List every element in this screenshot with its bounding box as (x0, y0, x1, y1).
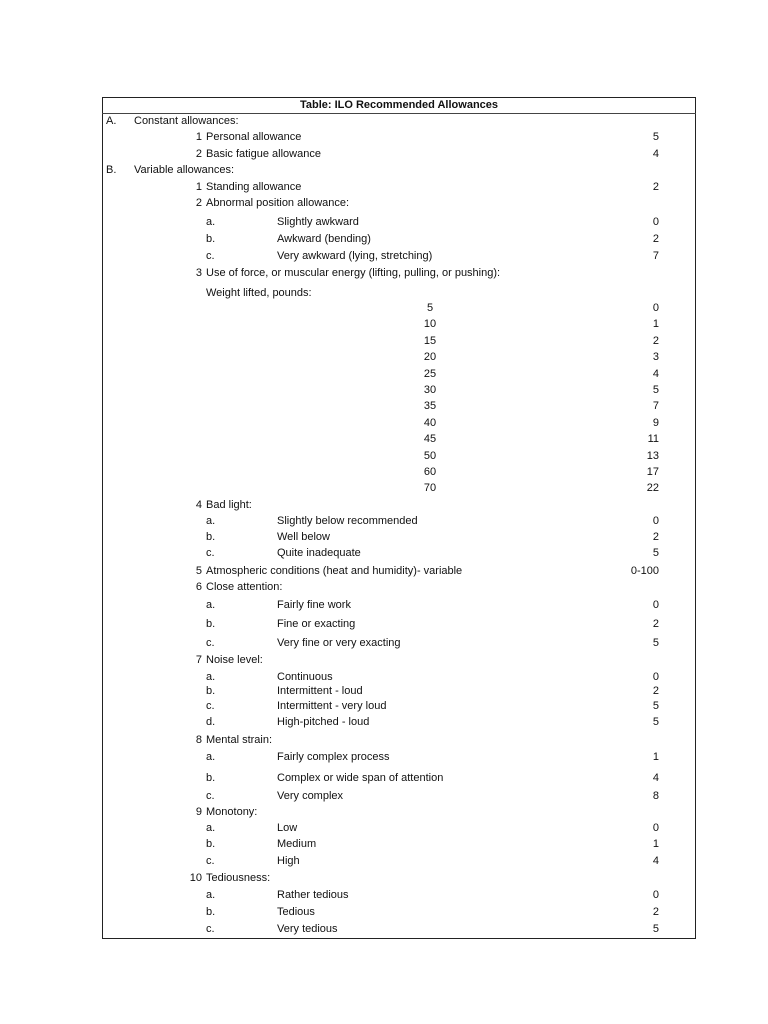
subitem-letter: c. (206, 637, 215, 649)
subitem-letter: b. (206, 233, 216, 245)
subitem-label: Very awkward (lying, stretching) (277, 250, 433, 262)
item-label: Abnormal position allowance: (206, 197, 350, 209)
subitem-label: Continuous (277, 671, 333, 683)
section-letter: A. (106, 115, 117, 127)
subitem-letter: a. (206, 599, 216, 611)
item-number: 7 (195, 654, 202, 666)
subitem-label: Well below (277, 531, 330, 543)
subitem-label: Fine or exacting (277, 618, 356, 630)
subitem-letter: b. (206, 618, 216, 630)
subitem-value: 0 (652, 515, 659, 527)
subitem-value: 0 (652, 889, 659, 901)
subitem-value: 2 (652, 531, 659, 543)
subitem-letter: c. (206, 700, 215, 712)
subitem-letter: c. (206, 250, 215, 262)
item-label: Standing allowance (206, 181, 302, 193)
subitem-value: 0 (652, 822, 659, 834)
subitem-letter: a. (206, 889, 216, 901)
subitem-letter: a. (206, 671, 216, 683)
item-label: Close attention: (206, 581, 283, 593)
subitem-letter: a. (206, 515, 216, 527)
item-label: Personal allowance (206, 131, 302, 143)
weight-allowance: 9 (652, 416, 659, 429)
subitem-value: 1 (652, 751, 659, 763)
weight-lifted-label: Weight lifted, pounds: (206, 287, 312, 299)
subitem-letter: b. (206, 531, 216, 543)
subitem-letter: b. (206, 685, 216, 697)
weight-allowance: 5 (652, 384, 659, 396)
subitem-value: 4 (652, 855, 659, 867)
subitem-label: Fairly complex process (277, 751, 390, 763)
item-number: 2 (195, 148, 202, 160)
subitem-letter: b. (206, 772, 216, 784)
subitem-label: Fairly fine work (277, 599, 351, 611)
item-number: 9 (195, 806, 202, 818)
subitem-label: Intermittent - very loud (277, 700, 387, 712)
item-label: Bad light: (206, 499, 252, 511)
weight-allowance: 17 (646, 466, 659, 478)
item-number: 2 (195, 197, 202, 209)
subitem-label: Very fine or very exacting (277, 637, 401, 649)
subitem-label: Intermittent - loud (277, 685, 363, 697)
item-number: 1 (195, 181, 202, 193)
item-value: 0-100 (630, 565, 659, 577)
item-number: 4 (195, 499, 202, 511)
weight-pounds: 70 (423, 482, 437, 495)
section-label: Variable allowances: (134, 164, 235, 176)
weight-allowance: 2 (652, 334, 659, 347)
subitem-label: High (277, 855, 300, 867)
subitem-label: High-pitched - loud (277, 716, 370, 728)
item-value: 2 (652, 181, 659, 193)
item-label: Mental strain: (206, 734, 273, 746)
subitem-value: 2 (652, 906, 659, 918)
item-number: 6 (195, 581, 202, 593)
subitem-letter: a. (206, 216, 216, 228)
subitem-value: 5 (652, 700, 659, 712)
subitem-label: Very tedious (277, 923, 338, 935)
subitem-label: Quite inadequate (277, 547, 361, 559)
subitem-label: Awkward (bending) (277, 233, 371, 245)
weight-allowance: 1 (652, 318, 659, 331)
section-letter: B. (106, 164, 117, 176)
weight-allowance: 11 (647, 433, 659, 446)
subitem-value: 5 (652, 547, 659, 559)
item-value: 4 (652, 148, 659, 160)
subitem-value: 0 (652, 671, 659, 683)
subitem-value: 7 (652, 250, 659, 262)
item-number: 3 (195, 267, 202, 279)
weight-allowance: 13 (646, 449, 659, 462)
weight-pounds: 30 (423, 384, 437, 396)
subitem-label: Low (277, 822, 298, 834)
weight-pounds: 5 (426, 302, 434, 314)
subitem-letter: c. (206, 547, 215, 559)
item-label: Use of force, or muscular energy (lifting, pulling, or pushing): (206, 267, 501, 279)
weight-allowance: 22 (646, 482, 659, 495)
subitem-value: 2 (652, 233, 659, 245)
subitem-value: 0 (652, 216, 659, 228)
item-label: Atmospheric conditions (heat and humidity)- variable (206, 565, 463, 577)
table-title: Table: ILO Recommended Allowances (299, 99, 499, 111)
weight-pounds: 15 (423, 334, 437, 347)
subitem-label: Medium (277, 838, 317, 850)
subitem-letter: b. (206, 838, 216, 850)
weight-allowance: 4 (652, 367, 659, 380)
weight-pounds: 25 (423, 367, 437, 380)
weight-allowance: 0 (652, 302, 659, 314)
subitem-value: 2 (652, 685, 659, 697)
subitem-value: 2 (652, 618, 659, 630)
subitem-letter: b. (206, 906, 216, 918)
subitem-value: 4 (652, 772, 659, 784)
item-number: 10 (189, 872, 202, 884)
weight-pounds: 10 (423, 318, 437, 331)
item-label: Noise level: (206, 654, 263, 666)
subitem-letter: c. (206, 923, 215, 935)
weight-allowance: 3 (652, 351, 659, 364)
section-label: Constant allowances: (134, 115, 239, 127)
subitem-letter: c. (206, 855, 215, 867)
subitem-value: 5 (652, 637, 659, 649)
weight-pounds: 45 (423, 433, 437, 446)
item-label: Tediousness: (206, 872, 271, 884)
item-label: Monotony: (206, 806, 258, 818)
subitem-label: Very complex (277, 790, 344, 802)
weight-pounds: 35 (423, 400, 437, 413)
item-number: 8 (195, 734, 202, 746)
weight-pounds: 40 (423, 416, 437, 429)
item-value: 5 (652, 131, 659, 143)
subitem-label: Slightly below recommended (277, 515, 418, 527)
item-label: Basic fatigue allowance (206, 148, 321, 160)
title-divider (102, 113, 696, 114)
subitem-letter: a. (206, 751, 216, 763)
item-number: 1 (195, 131, 202, 143)
weight-allowance: 7 (652, 400, 659, 413)
subitem-value: 5 (652, 923, 659, 935)
subitem-label: Slightly awkward (277, 216, 359, 228)
subitem-letter: c. (206, 790, 215, 802)
subitem-label: Tedious (277, 906, 315, 918)
subitem-label: Complex or wide span of attention (277, 772, 444, 784)
subitem-value: 5 (652, 716, 659, 728)
weight-pounds: 50 (423, 449, 437, 462)
weight-pounds: 60 (423, 466, 437, 478)
subitem-label: Rather tedious (277, 889, 349, 901)
subitem-letter: d. (206, 716, 216, 728)
subitem-value: 8 (652, 790, 659, 802)
weight-pounds: 20 (423, 351, 437, 364)
item-number: 5 (195, 565, 202, 577)
subitem-value: 0 (652, 599, 659, 611)
subitem-value: 1 (652, 838, 659, 850)
subitem-letter: a. (206, 822, 216, 834)
